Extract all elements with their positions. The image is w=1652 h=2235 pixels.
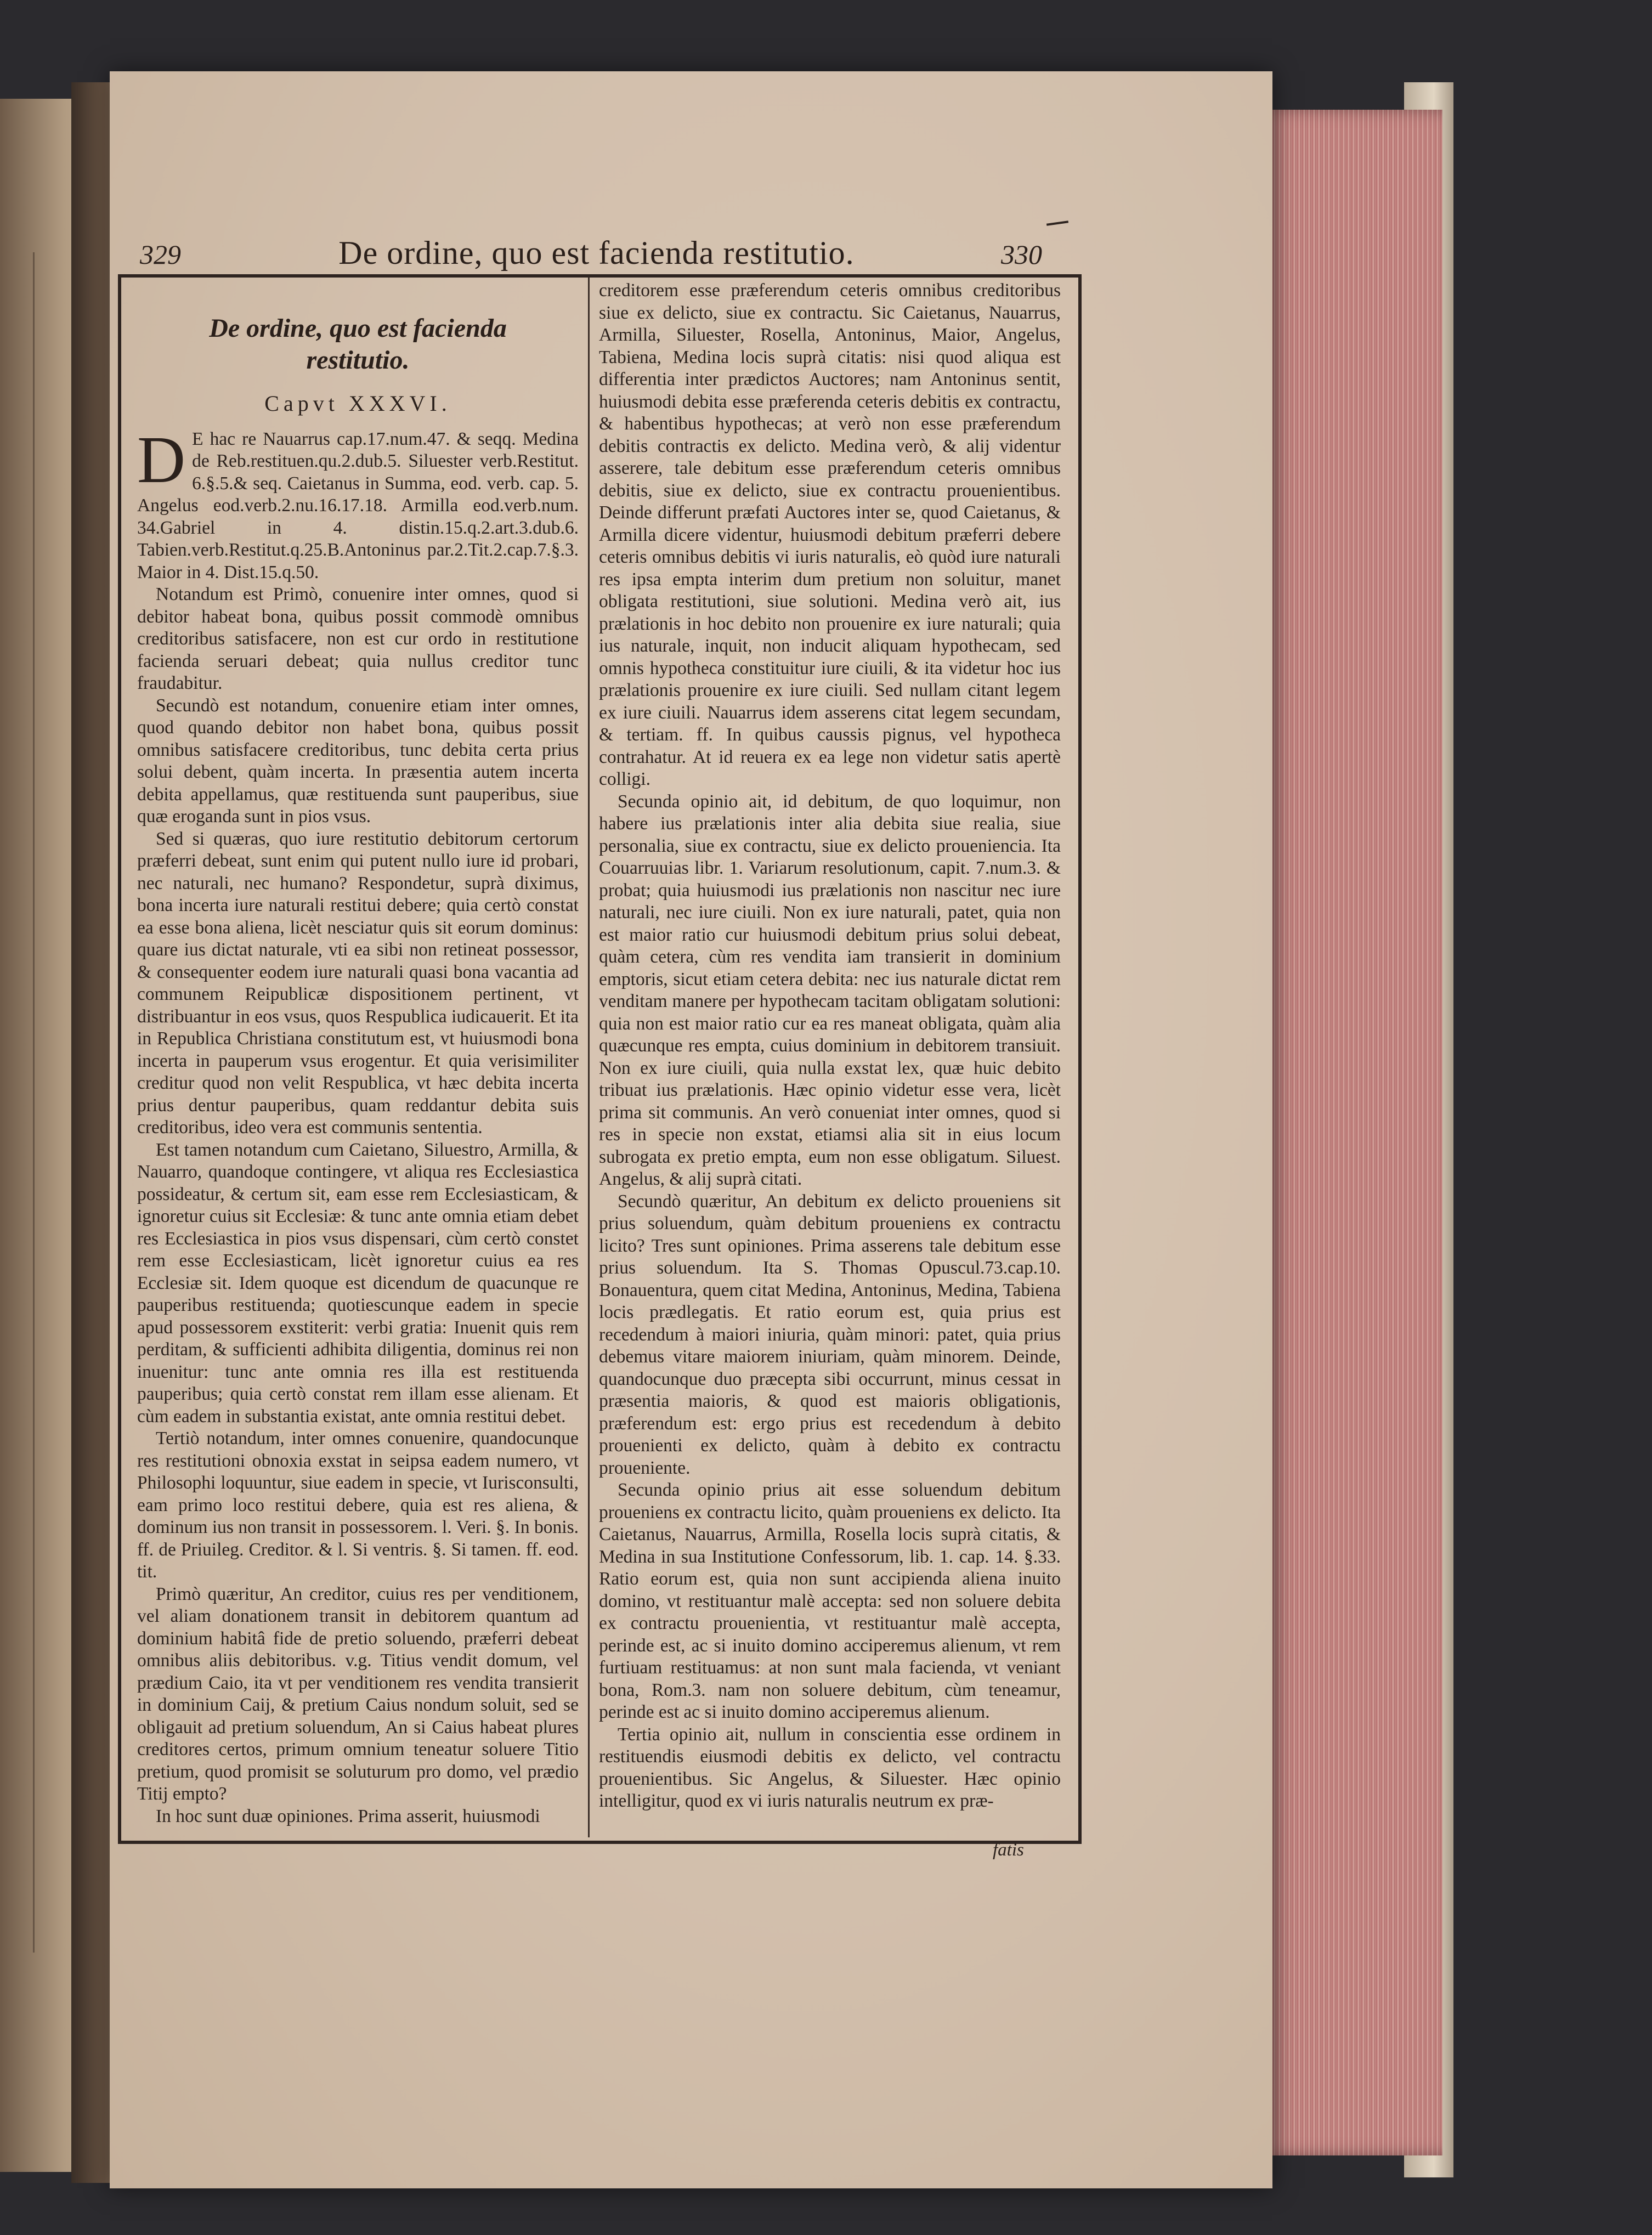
left-column (137, 280, 579, 1826)
drop-cap: D (137, 422, 186, 497)
chapter-title: De ordine, quo est facienda restitutio. (209, 314, 507, 375)
right-column (599, 280, 1061, 1826)
paragraph: Secunda opinio prius ait esse soluendum debitum proueniens ex contractu licito, quàm proueniens ex delicto. Ita Caietanus, Nauarrus, Armilla, Rosella locis suprà citatis, & Medina in sua Institutione Confessorum, lib. 1. cap. 14. §.33. Ratio eorum est, quia non sunt accipienda aliena inuito domino, vt restituantur malè accepta: sed non soluere debita ex contractu prouenientia, vt restituantur malè accepta, perinde est, ac si inuito domino acciperemus alienum, vt rem furtiuam restituamus: at non sunt mala facienda, vt veniant bona, Rom.3. nam non soluere debitum, cùm teneamur, perinde est ac si inuito domino acciperemus alienum. (599, 1480, 1061, 1722)
paragraph: Secunda opinio ait, id debitum, de quo loquimur, non habere ius prælationis inter alia debita siue realia, siue personalia, siue ex contractu, siue ex delicto proueniencia. Ita Couarruuias libr. 1. Variarum resolutionum, capit. 7.num.3. & probat; quia huiusmodi ius prælationis non nascitur nec iure naturali, nec iure ciuili. Non ex iure naturali, patet, quia non est maior ratio cur huiusmodi debitum prius solui debeat, quàm cetera, cùm res vendita iam transierit in dominium emptoris, sicut etiam cetera debita: nec ius naturale dictat rem venditam manere per hypothecam tacitam obligatam solutioni: quia non est maior ratio cur ea res maneat obligata, quàm alia quæcunque res empta, cuius dominium in debitorem transiuit. Non ex iure ciuili, quia nulla exstat lex, quæ huic debito tribuat ius prælationis. Hæc opinio videtur esse vera, licèt prima sit communis. An verò conueniat inter omnes, quod si res in specie non exstat, etiamsi alia sit in eius locum subrogata ex pretio empta, eum non esse obligatum. Siluest. Angelus, & alij suprà citati. (599, 791, 1061, 1189)
page-fore-edge (1261, 110, 1442, 2155)
paragraph: Est tamen notandum cum Caietano, Siluestro, Armilla, & Nauarro, quandoque contingere, vt aliqua res Ecclesiastica possideatur, & certum sit, eam esse rem Ecclesiasticam, & ignoretur cuius sit Ecclesiæ: & tunc ante omnia etiam debet res Ecclesiastica in pios vsus dispensari, cùm certò constet rem esse Ecclesiasticam, licèt ignoretur cuius ea res Ecclesiæ sit. Idem quoque est dicendum de quacunque re pauperibus restituenda; quotiescunque eadem in specie apud possessorem exstiterit: verbi gratia: Inuenit quis rem perditam, & sufficienti adhibita diligentia, dominus rei non inuenitur: tunc ante omnia res illa est restituenda pauperibus; quia certò constat rem illam esse alienam. Et cùm eadem in substantia existat, ante omnia restitui debet. (137, 1139, 579, 1427)
page-number-left: 329 (140, 239, 181, 270)
paragraph: Secundò quæritur, An debitum ex delicto proueniens sit prius soluendum, quàm debitum proueniens ex contractu licito? Tres sunt opiniones. Prima asserens tale debitum esse prius soluendum. Ita S. Thomas Opuscul.73.cap.10. Bonauentura, quem citat Medina, Antoninus, Medina, Tabiena locis prædlegatis. Et ratio eorum est, quia prius est recedendum à maiori iniuria, quàm minori: patet, quia prius debemus vitare maiorem iniuriam, quàm minorem. Deinde, quandocunque duo præcepta sibi occurrunt, minus cessat in præsentia maioris, & quod est maioris obligationis, præferendum est: ergo prius est recedendum à debito prouenienti ex delicto, quàm à debito ex contractu proueniente. (599, 1191, 1061, 1478)
first-paragraph-text: E hac re Nauarrus cap.17.num.47. & seqq. Medina de Reb.restituen.qu.2.dub.5. Siluester verb.Restitut. 6.§.5.& seq. Caietanus in Summa, eod. verb. cap. 5. Angelus eod.verb.2.nu.16.17.18. Armilla eod.verb.num. 34.Gabriel in 4. distin.15.q.2.art.3.dub.6. Tabien.verb.Restitut.q.25.B.Antoninus par.2.Tit.2.cap.7.§.3. Maior in 4. Dist.15.q.50. (137, 428, 579, 582)
paragraph: Secundò est notandum, conuenire etiam inter omnes, quod quando debitor non habet bona, quibus possit omnibus satisfacere creditoribus, tunc debita certa prius solui debent, quàm incerta. In præsentia autem incerta debita appellamus, quæ restituenda sunt pauperibus, siue quæ eroganda sunt in pios vsus. (137, 695, 579, 827)
column-divider (588, 277, 590, 1837)
paragraph: Tertiò notandum, inter omnes conuenire, quandocunque res restitutioni obnoxia exstat in seipsa eadem numero, vt Philosophi loquuntur, siue eadem in specie, vt Iurisconsulti, eam primo loco restitui debere, quia est res aliena, & dominum ius non transit in possessorem. l. Veri. §. In bonis. ff. de Priuileg. Creditor. & l. Si ventris. §. Si tamen. ff. eod. tit. (137, 1428, 579, 1582)
paragraph: creditorem esse præferendum ceteris omnibus creditoribus siue ex delicto, siue ex contractu. Sic Caietanus, Nauarrus, Armilla, Siluester, Rosella, Antoninus, Maior, Angelus, Tabiena, Medina locis suprà citatis: nisi quod aliqua est differentia inter prædictos Auctores; nam Antoninus sentit, huiusmodi debita esse præferenda ceteris debitis ex contractu, & habentibus hypothecas; at verò non esse præferendum debitis contractis ex delicto. Medina verò, & alij videntur asserere, tale debitum esse præferendum ceteris omnibus debitis, siue ex delicto, siue ex contractu prouenientibus. Deinde differunt præfati Auctores inter se, quod Caietanus, & Armilla dicere videntur, huiusmodi debitum præferri debere ceteris omnibus debitis vi iuris naturalis, eò quòd iure naturali res ipsa empta interim dum pretium non soluitur, manet obligata restitutioni, siue solutioni. Medina verò ait, ius prælationis in hoc debito non prouenire ex iure naturali; quia ius naturale, inquit, non inducit aliquam hypothecam, sed omnis hypotheca constituitur iure ciuili, & ita videtur hoc ius prælationis prouenire ex iure ciuili. Sed nullam citant legem ex iure ciuili. Nauarrus idem asserens citat legem secundam, & tertiam. ff. In quibus caussis pignus, vel hypotheca contrahatur. At id reuera ex ea lege non videtur satis apertè colligi. (599, 280, 1061, 789)
paragraph: Notandum est Primò, conuenire inter omnes, quod si debitor habeat bona, quibus possit commodè omnibus creditoribus satisfacere, non est cur ordo in restitutione facienda seruari debeat; quia nullus creditor tunc fraudabitur. (137, 584, 579, 693)
paragraph: Tertia opinio ait, nullum in conscientia esse ordinem in restituendis eiusmodi debitis ex delicto, vel contractu prouenientibus. Sic Angelus, & Siluester. Hæc opinio intelligitur, quod ex vi iuris naturalis neutrum ex præ- (599, 1724, 1061, 1811)
paragraph: Sed si quæras, quo iure restitutio debitorum certorum præferri debeat, sunt enim qui putent nullo iure id probari, nec naturali, nec humano? Respondetur, suprà diximus, bona incerta iure naturali restitui debere; quia certò constat ea esse bona aliena, licèt nesciatur quis sit eorum dominus: quare ius dictat naturale, vti ea sibi non retineat possessor, & consequenter eodem iure naturali quasi bona vacantia ad communem Reipublicæ dispositionem pertinent, vt distribuantur in eos vsus, quos Respublica iudicauerit. Et ita in Republica Christiana constitutum est, vt huiusmodi bona incerta in pauperum vsus erogentur. Et quia verisimiliter creditur quod non velit Respublica, vt hæc debita incerta prius dentur pauperibus, quam reddantur debita suis creditoribus, ideo vera est communis sententia. (137, 828, 579, 1138)
paragraph: Primò quæritur, An creditor, cuius res per venditionem, vel aliam donationem transit in debitorem quantum ad dominium habitâ fide de pretio soluendo, præferri debeat omnibus aliis debitoribus. v.g. Titius vendit domum, vel prædium Caio, ita vt per venditionem res vendita transierit in dominium Caij, & pretium Caius nondum soluit, sed se obligauit ad pretium soluendum, An si Caius habeat plures creditores certos, primum omnium teneatur soluere Titio pretium, quod promisit se soluturum pro domo, vel prædio Titij empto? (137, 1583, 579, 1804)
page-number-right: 330 (1001, 239, 1042, 270)
running-title: De ordine, quo est facienda restitutio. (338, 235, 855, 271)
paragraph: In hoc sunt duæ opiniones. Prima asserit, huiusmodi (156, 1806, 540, 1826)
running-head (118, 235, 1075, 271)
first-paragraph (137, 422, 579, 584)
chapter-number: Capvt XXXVI. (264, 391, 451, 416)
catchword: fatis (993, 1840, 1024, 1860)
